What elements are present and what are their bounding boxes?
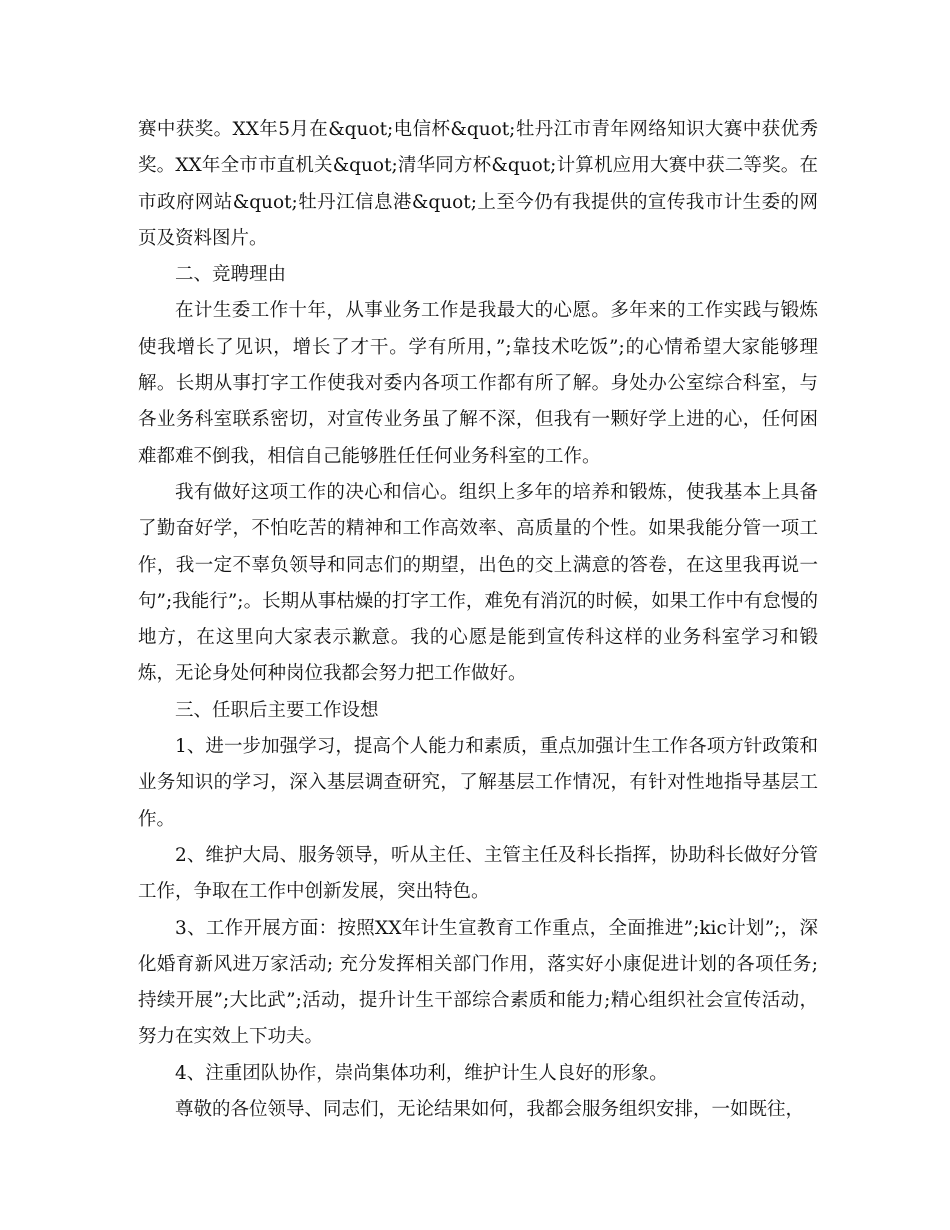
- section-heading-work-plan: 三、任职后主要工作设想: [175, 699, 379, 721]
- work-plan-item-4: 4、注重团队协作，崇尚集体功利，维护计生人良好的形象。: [175, 1062, 668, 1084]
- section-heading-reasons: 二、竞聘理由: [175, 264, 287, 286]
- work-plan-item-3: 3、工作开展方面：按照XX年计生宣教育工作重点，全面推进”;kic计划”;，深化婚育新风进万家活动; 充分发挥相关部门作用，落实好小康促进计划的各项任务;持续开展”;大比武”;活动，提升计生干部综合素质和能力;精心组织社会宣传活动，努力在实效上下功夫。: [138, 917, 818, 1048]
- paragraph-reasons-2: 我有做好这项工作的决心和信心。组织上多年的培养和锻炼，使我基本上具备了勤奋好学，不怕吃苦的精神和工作高效率、高质量的个性。如果我能分管一项工作，我一定不辜负领导和同志们的期望，出色的交上满意的答卷，在这里我再说一句”;我能行”;。长期从事枯燥的打字工作，难免有消沉的时候，如果工作中有怠慢的地方，在这里向大家表示歉意。我的心愿是能到宣传科这样的业务科室学习和锻炼，无论身处何种岗位我都会努力把工作做好。: [138, 481, 818, 685]
- document-page: [138, 112, 818, 1128]
- paragraph-closing: 尊敬的各位领导、同志们，无论结果如何，我都会服务组织安排，一如既往，: [175, 1099, 805, 1121]
- work-plan-item-1: 1、进一步加强学习，提高个人能力和素质，重点加强计生工作各项方针政策和业务知识的学习，深入基层调查研究，了解基层工作情况，有针对性地指导基层工作。: [138, 736, 818, 830]
- work-plan-item-2: 2、维护大局、服务领导，听从主任、主管主任及科长指挥，协助科长做好分管工作，争取在工作中创新发展，突出特色。: [138, 844, 818, 903]
- paragraph-reasons-1: 在计生委工作十年，从事业务工作是我最大的心愿。多年来的工作实践与锻炼使我增长了见识，增长了才干。学有所用，”;靠技术吃饭”;的心情希望大家能够理解。长期从事打字工作使我对委内各项工作都有所了解。身处办公室综合科室，与各业务科室联系密切，对宣传业务虽了解不深，但我有一颗好学上进的心，任何困难都难不倒我，相信自己能够胜任任何业务科室的工作。: [138, 300, 818, 467]
- paragraph-awards-continued: 赛中获奖。XX年5月在&quot;电信杯&quot;牡丹江市青年网络知识大赛中获优秀奖。XX年全市市直机关&quot;清华同方杯&quot;计算机应用大赛中获二等奖。在市政府网站&quot;牡丹江信息港&quot;上至今仍有我提供的宣传我市计生委的网页及资料图片。: [138, 119, 818, 249]
